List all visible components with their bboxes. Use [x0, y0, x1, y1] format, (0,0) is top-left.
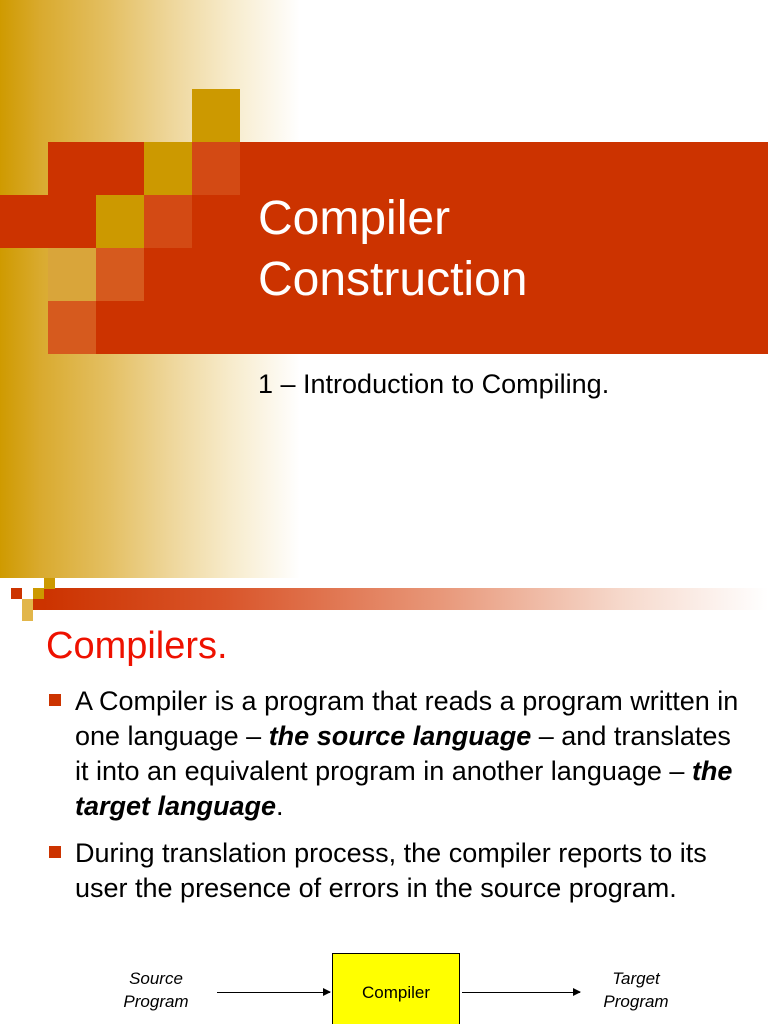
decor-square [48, 248, 96, 301]
source-program-label [106, 967, 206, 1013]
compiler-label: Compiler [361, 983, 431, 1002]
square-bullet-icon [49, 846, 61, 858]
header-gradient-bar [44, 588, 768, 610]
decor-mini-square [44, 578, 55, 589]
square-bullet-icon [49, 694, 61, 706]
bullet-text: A Compiler is a program that reads a program written in one language – [75, 686, 739, 751]
decor-square [192, 142, 240, 195]
decor-mini-square [33, 599, 44, 610]
output-arrow [462, 992, 580, 993]
decor-mini-square [22, 599, 33, 610]
slide-subtitle: 1 – Introduction to Compiling. [258, 369, 610, 399]
bullet-text: . [276, 791, 284, 821]
decor-mini-square [11, 588, 22, 599]
bullet-list [46, 684, 746, 918]
decor-square [96, 195, 144, 248]
content-slide [0, 578, 768, 1024]
title-line: Compiler [258, 192, 451, 245]
decor-square [96, 248, 144, 301]
label-line: Source [129, 969, 183, 988]
decor-square [192, 89, 240, 142]
decor-mini-square [22, 610, 33, 621]
emphasis-target-language: the target language [75, 756, 733, 821]
bullet-text: During translation process, the compiler reports to its user the presence of errors in the source program. [75, 838, 707, 903]
decor-square [48, 301, 96, 354]
label-line: Target [612, 969, 660, 988]
compiler-box [332, 953, 460, 1024]
slide-title: Compilers. [46, 625, 228, 667]
label-line: Program [123, 992, 189, 1011]
bullet-text: – and translates it into an equivalent program in another language – [75, 721, 731, 786]
input-arrow [217, 992, 330, 993]
target-program-label [586, 967, 686, 1013]
title-line: Construction [258, 253, 528, 306]
bullet-item [46, 684, 746, 824]
decor-square [144, 142, 192, 195]
slide-title [258, 188, 527, 310]
decor-square [144, 195, 192, 248]
bullet-item [46, 836, 746, 906]
decor-square [0, 195, 48, 248]
decor-mini-square [33, 588, 44, 599]
emphasis-source-language: the source language [268, 721, 532, 751]
label-line: Program [603, 992, 669, 1011]
